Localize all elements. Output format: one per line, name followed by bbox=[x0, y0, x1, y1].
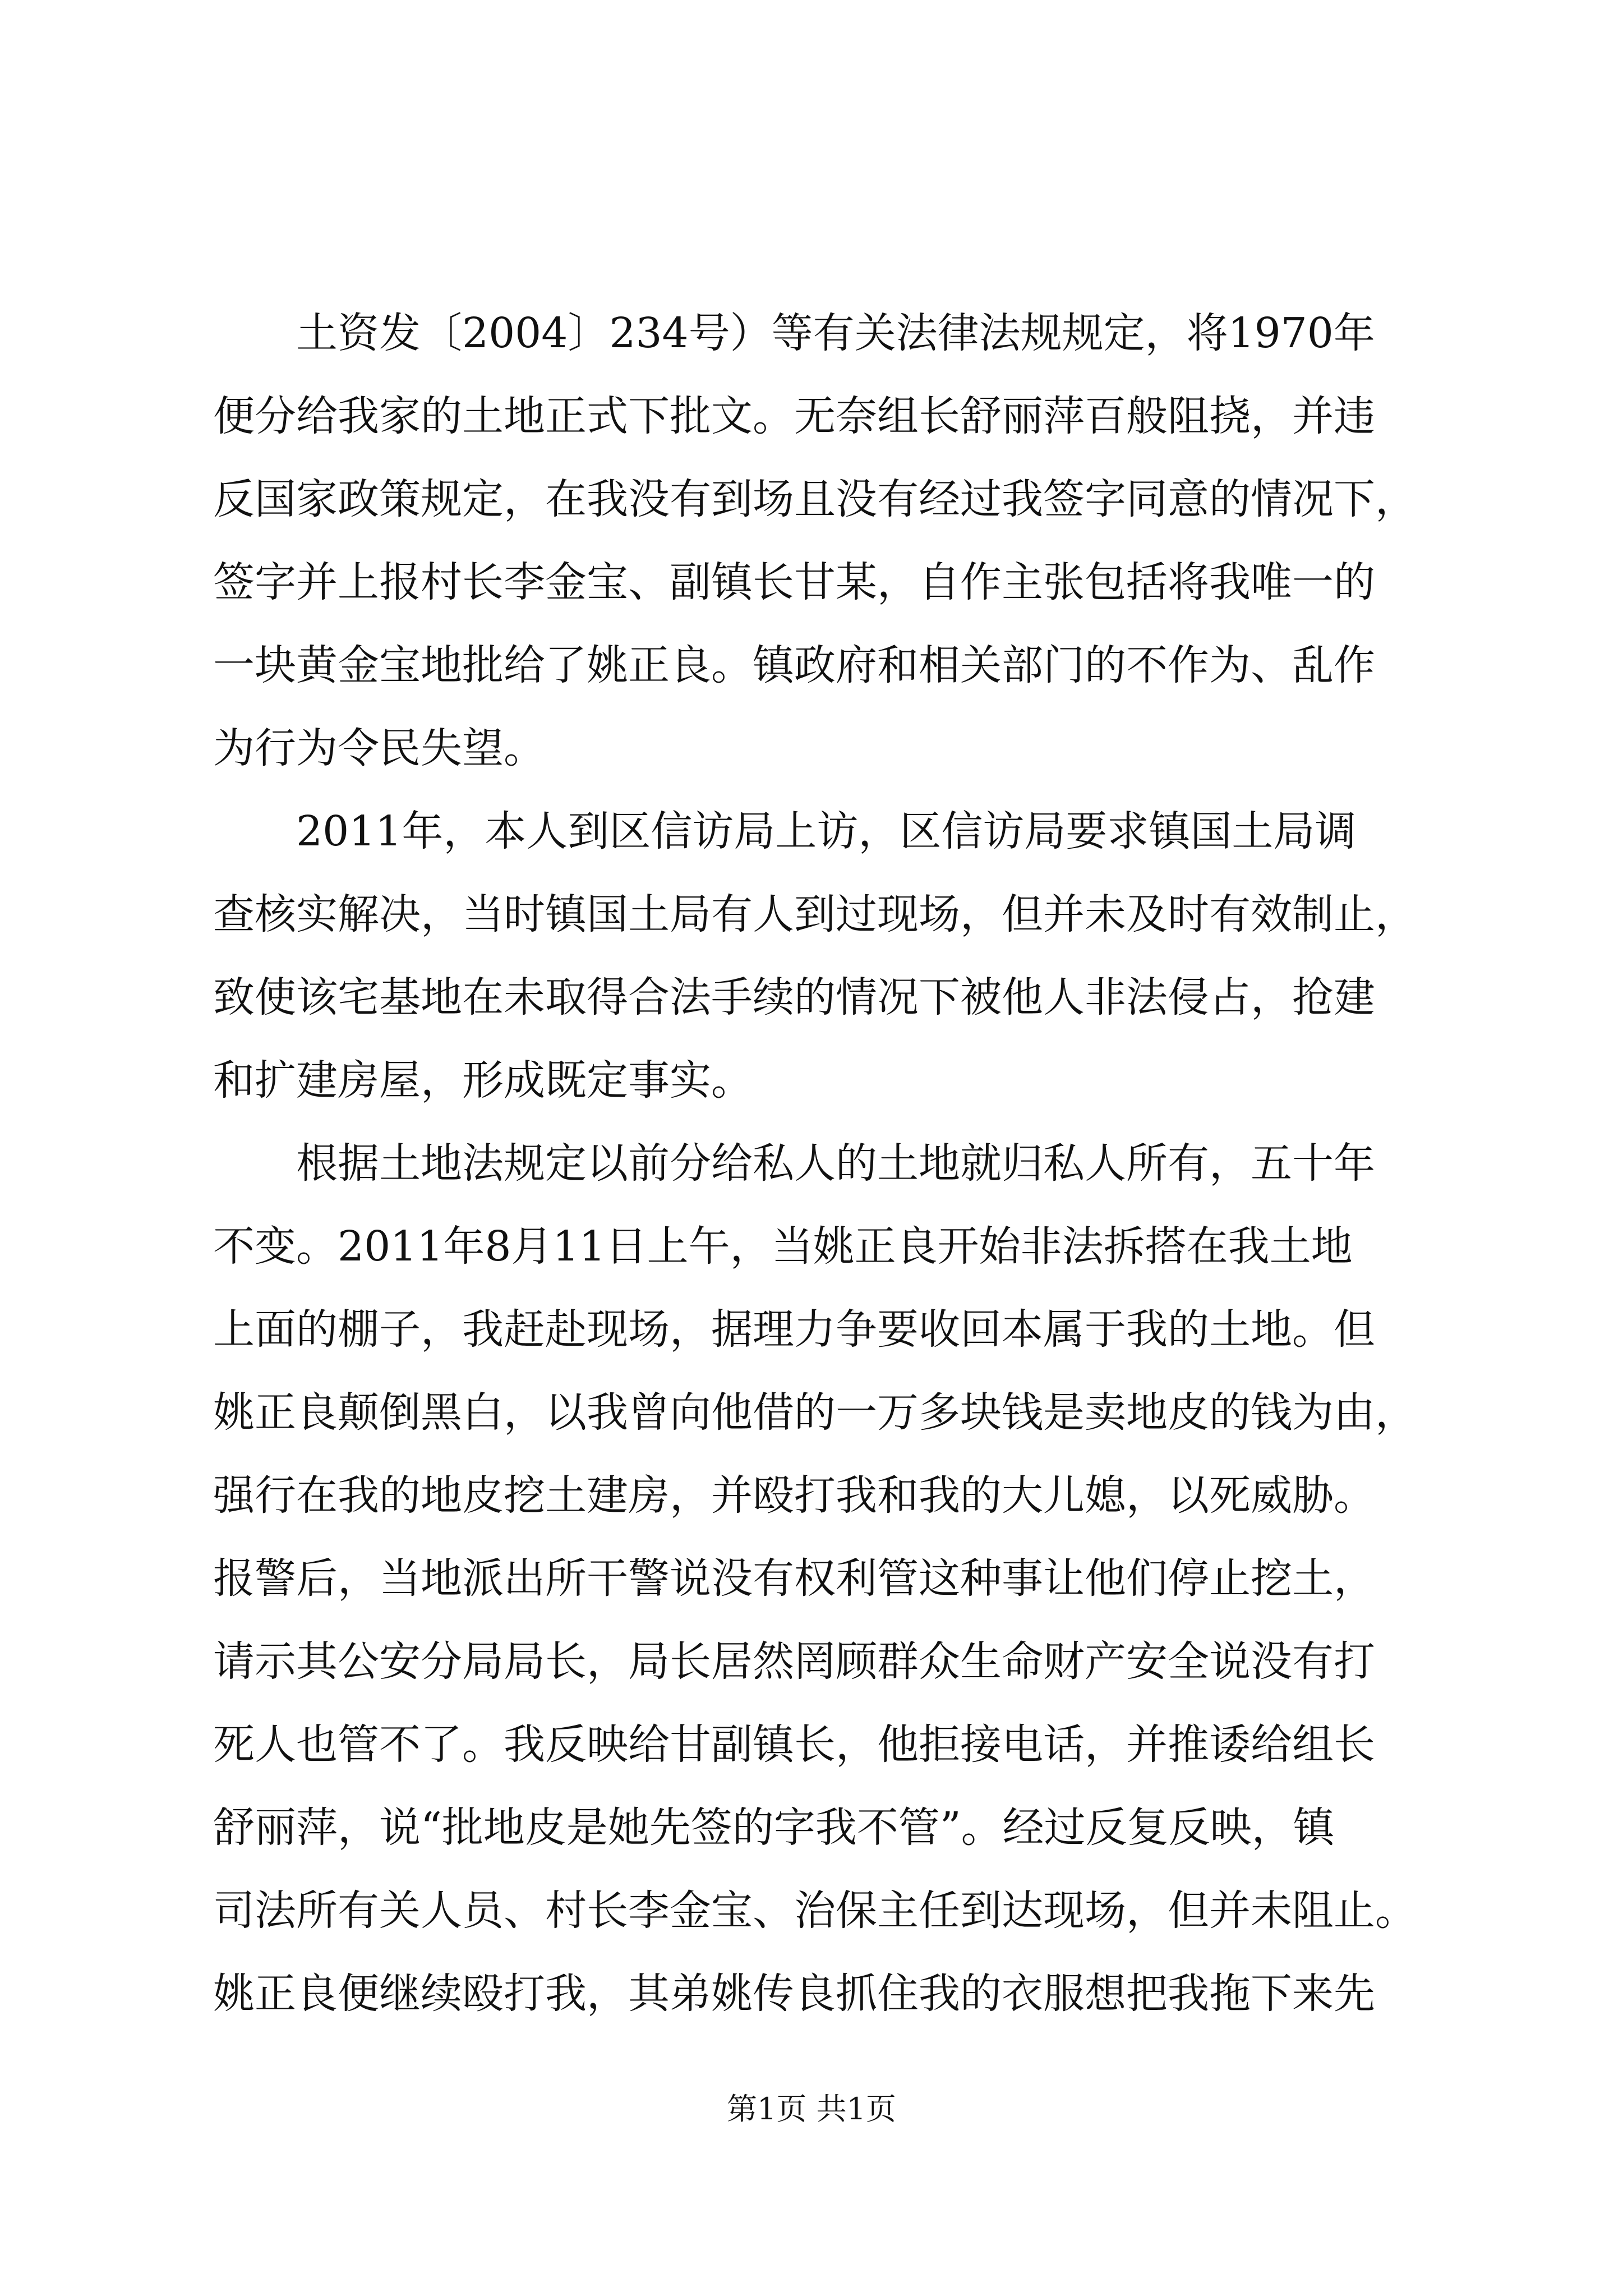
text-line: 土资发〔2004〕234号）等有关法律法规规定，将1970年 bbox=[296, 309, 1375, 357]
text-line: 姚正良便继续殴打我，其弟姚传良抓住我的衣服想把我拖下来先 bbox=[213, 1970, 1375, 2018]
paragraph-3 bbox=[213, 1122, 1481, 2035]
text-line: 签字并上报村长李金宝、副镇长甘某，自作主张包括将我唯一的 bbox=[213, 558, 1375, 606]
text-line: 一块黄金宝地批给了姚正良。镇政府和相关部门的不作为、乱作 bbox=[213, 641, 1375, 689]
text-line: 根据土地法规定以前分给私人的土地就归私人所有，五十年 bbox=[296, 1139, 1375, 1188]
paragraph-1 bbox=[213, 292, 1481, 790]
text-line: 查核实解决，当时镇国土局有人到过现场，但并未及时有效制止， bbox=[213, 890, 1417, 938]
text-line: 和扩建房屋，形成既定事实。 bbox=[213, 1056, 753, 1105]
text-line: 为行为令民失望。 bbox=[213, 724, 545, 772]
page-footer: 第1页 共1页 bbox=[727, 2091, 896, 2127]
text-line: 反国家政策规定，在我没有到场且没有经过我签字同意的情况下， bbox=[213, 475, 1417, 523]
text-line: 司法所有关人员、村长李金宝、治保主任到达现场，但并未阻止。 bbox=[213, 1887, 1417, 1935]
text-line: 死人也管不了。我反映给甘副镇长，他拒接电话，并推诿给组长 bbox=[213, 1720, 1375, 1769]
text-line: 便分给我家的土地正式下批文。无奈组长舒丽萍百般阻挠，并违 bbox=[213, 392, 1375, 440]
text-line: 不变。2011年8月11日上午，当姚正良开始非法拆搭在我土地 bbox=[213, 1222, 1353, 1271]
text-line: 请示其公安分局局长，局长居然罔顾群众生命财产安全说没有打 bbox=[213, 1637, 1375, 1686]
paragraph-2 bbox=[213, 790, 1481, 1122]
text-line: 姚正良颠倒黑白，以我曾向他借的一万多块钱是卖地皮的钱为由， bbox=[213, 1388, 1417, 1437]
text-line: 致使该宅基地在未取得合法手续的情况下被他人非法侵占，抢建 bbox=[213, 973, 1375, 1022]
document-body bbox=[213, 292, 1481, 2035]
text-line: 舒丽萍，说“批地皮是她先签的字我不管”。经过反复反映，镇 bbox=[213, 1803, 1335, 1852]
text-line: 报警后，当地派出所干警说没有权利管这种事让他们停止挖土， bbox=[213, 1554, 1375, 1603]
text-line: 上面的棚子，我赶赴现场，据理力争要收回本属于我的土地。但 bbox=[213, 1305, 1375, 1354]
text-line: 2011年，本人到区信访局上访，区信访局要求镇国土局调 bbox=[296, 807, 1357, 855]
text-line: 强行在我的地皮挖土建房，并殴打我和我的大儿媳，以死威胁。 bbox=[213, 1471, 1375, 1520]
